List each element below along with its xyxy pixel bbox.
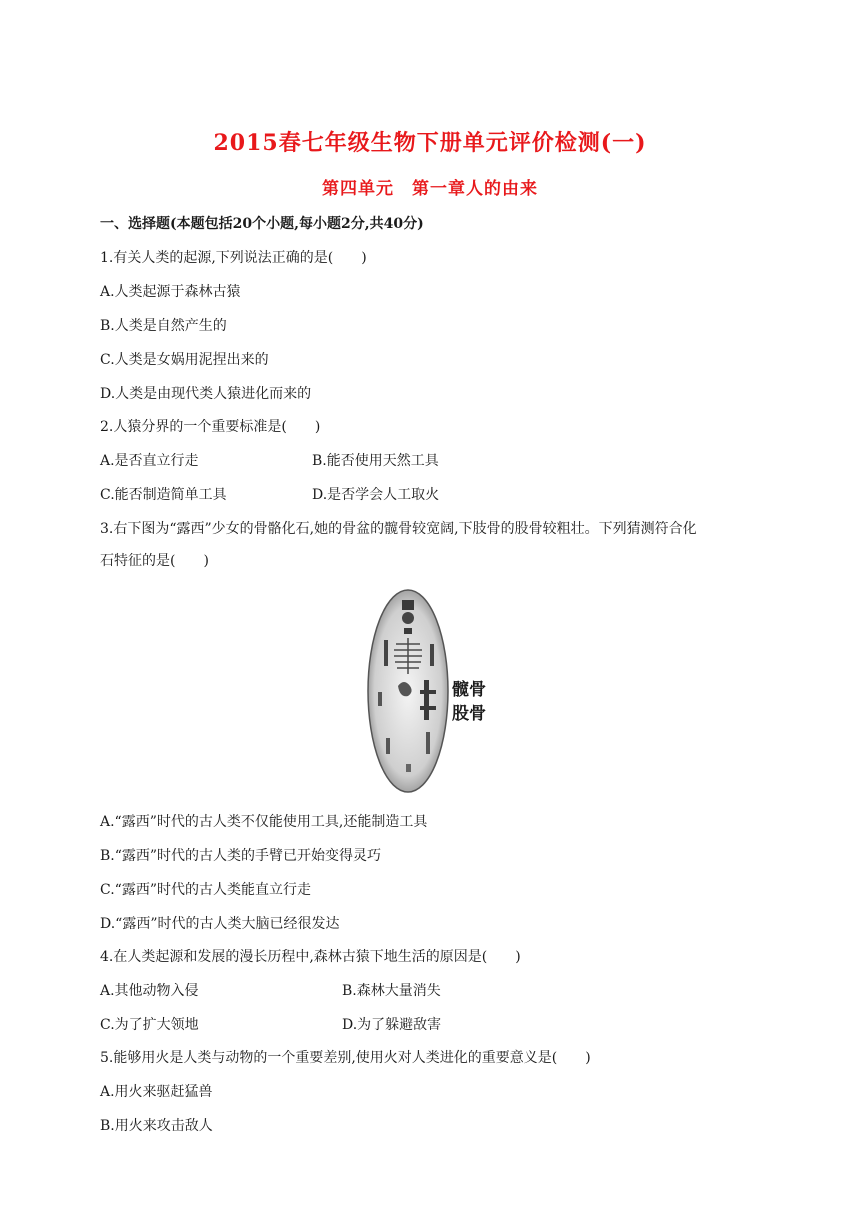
question-4-option-d: D.为了躲避敌害	[342, 1017, 442, 1033]
question-1-option-a: A.人类起源于森林古猿	[100, 284, 241, 300]
question-4-option-b: B.森林大量消失	[342, 983, 441, 999]
page-subtitle: 第四单元 第一章人的由来	[322, 179, 538, 199]
question-3-option-c: C.“露西”时代的古人类能直立行走	[100, 882, 311, 898]
question-4-option-a: A.其他动物入侵	[100, 983, 199, 999]
question-1-option-c: C.人类是女娲用泥捏出来的	[100, 352, 269, 368]
question-5-option-a: A.用火来驱赶猛兽	[100, 1084, 213, 1100]
question-2-option-b: B.能否使用天然工具	[312, 453, 439, 469]
question-1-option-d: D.人类是由现代类人猿进化而来的	[100, 386, 312, 402]
question-3-option-b: B.“露西”时代的古人类的手臂已开始变得灵巧	[100, 848, 382, 864]
question-4-stem: 4.在人类起源和发展的漫长历程中,森林古猿下地生活的原因是( )	[100, 949, 521, 965]
question-3-option-d: D.“露西”时代的古人类大脑已经很发达	[100, 916, 340, 932]
label-femur: 股骨	[452, 704, 486, 724]
question-3-option-a: A.“露西”时代的古人类不仅能使用工具,还能制造工具	[100, 814, 428, 830]
question-2-stem: 2.人猿分界的一个重要标准是( )	[100, 419, 321, 435]
question-3-stem-line-1: 3.右下图为“露西”少女的骨骼化石,她的骨盆的髋骨较宽阔,下肢骨的股骨较粗壮。下列猜测符合化	[100, 521, 697, 537]
question-1-stem: 1.有关人类的起源,下列说法正确的是( )	[100, 250, 367, 266]
question-2-option-a: A.是否直立行走	[100, 453, 199, 469]
question-1-option-b: B.人类是自然产生的	[100, 318, 227, 334]
page-title: 2015春七年级生物下册单元评价检测(一)	[213, 130, 647, 156]
question-2-option-c: C.能否制造简单工具	[100, 487, 227, 503]
lucy-skeleton-figure	[364, 588, 504, 794]
label-hip-bone: 髋骨	[452, 680, 486, 700]
question-2-option-d: D.是否学会人工取火	[312, 487, 440, 503]
question-4-option-c: C.为了扩大领地	[100, 1017, 199, 1033]
question-3-stem-line-2: 石特征的是( )	[100, 553, 209, 569]
question-5-stem: 5.能够用火是人类与动物的一个重要差别,使用火对人类进化的重要意义是( )	[100, 1050, 591, 1066]
question-5-option-b: B.用火来攻击敌人	[100, 1118, 213, 1134]
section-heading: 一、选择题(本题包括20个小题,每小题2分,共40分)	[100, 216, 424, 232]
